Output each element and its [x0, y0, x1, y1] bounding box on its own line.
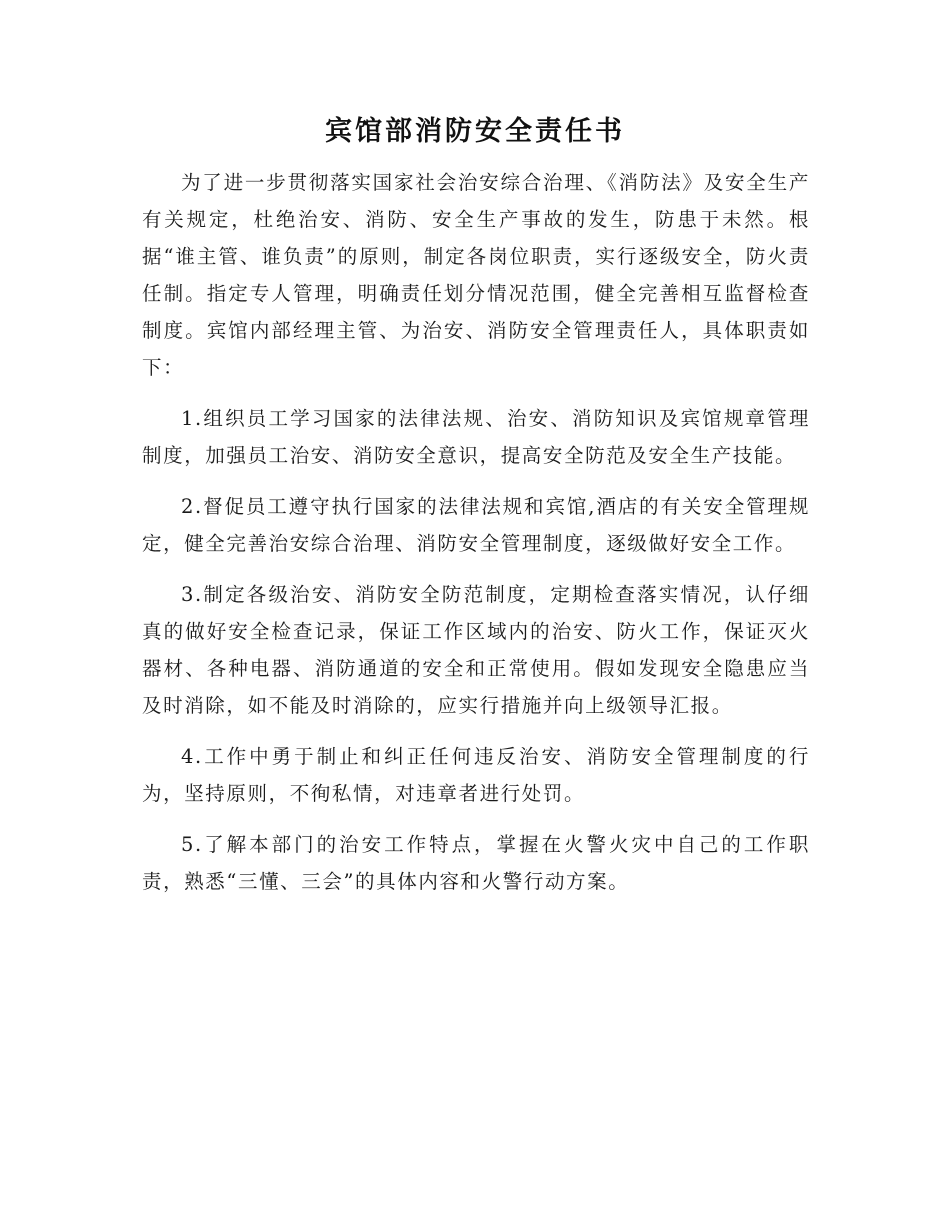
duty-item-4: 4.工作中勇于制止和纠正任何违反治安、消防安全管理制度的行为，坚持原则，不徇私情，对违章者进行处罚。	[142, 745, 810, 805]
document-title: 宾馆部消防安全责任书	[325, 116, 625, 147]
duty-item-2: 2.督促员工遵守执行国家的法律法规和宾馆,酒店的有关安全管理规定，健全完善治安综合治理、消防安全管理制度，逐级做好安全工作。	[142, 495, 810, 555]
duty-item-3: 3.制定各级治安、消防安全防范制度，定期检查落实情况，认仔细真的做好安全检查记录，保证工作区域内的治安、防火工作，保证灭火器材、各种电器、消防通道的安全和正常使用。假如发现安全隐患应当及时消除，如不能及时消除的，应实行措施并向上级领导汇报。	[142, 583, 810, 717]
intro-paragraph: 为了进一步贯彻落实国家社会治安综合治理、《消防法》及安全生产有关规定，杜绝治安、消防、安全生产事故的发生，防患于未然。根据“谁主管、谁负责”的原则，制定各岗位职责，实行逐级安全，防火责任制。指定专人管理，明确责任划分情况范围，健全完善相互监督检查制度。宾馆内部经理主管、为治安、消防安全管理责任人，具体职责如下：	[142, 171, 810, 379]
document-body	[142, 164, 810, 914]
duty-item-5: 5.了解本部门的治安工作特点，掌握在火警火灾中自己的工作职责，熟悉“三懂、三会”的具体内容和火警行动方案。	[142, 833, 810, 893]
duty-item-1: 1.组织员工学习国家的法律法规、治安、消防知识及宾馆规章管理制度，加强员工治安、消防安全意识，提高安全防范及安全生产技能。	[142, 407, 810, 467]
